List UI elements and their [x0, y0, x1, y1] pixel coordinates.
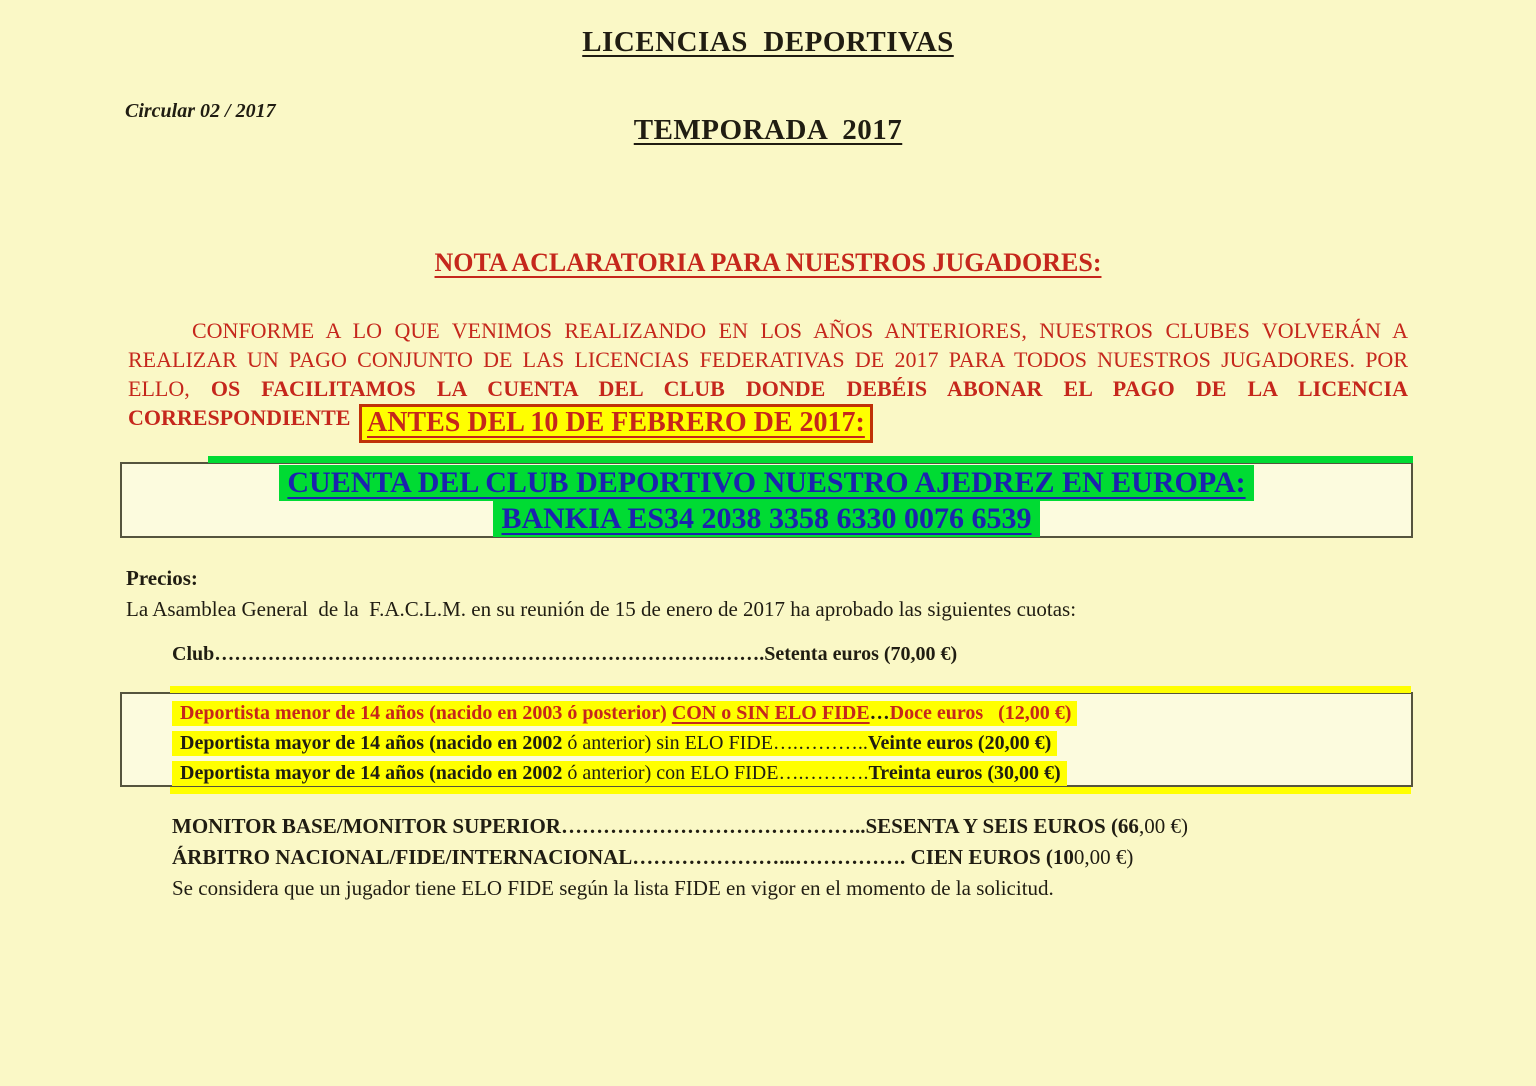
bank-account-box	[120, 462, 1413, 538]
deadline-highlight: ANTES DEL 10 DE FEBRERO DE 2017:	[359, 404, 873, 443]
intro-text-regular: CONFORME A LO QUE VENIMOS REALIZANDO EN LOS AÑOS ANTERIORES, NUESTROS CLUBES VOLVERÁN A REALIZAR UN PAGO CONJUNTO DE LAS LICENCIAS FEDERATIVAS DE 2017 PARA TODOS NUESTROS JUGADORES. POR ELLO,	[128, 318, 1408, 401]
intro-text-bold: OS FACILITAMOS LA CUENTA DEL CLUB DONDE DEBÉIS ABONAR EL PAGO DE LA LICENCIA CORRESPONDIENTE	[128, 376, 1408, 430]
fee-over14-elo-clause: ó anterior) con ELO FIDE….……….	[567, 762, 869, 784]
fee-over14-elo-price: Treinta euros (30,00 €)	[868, 762, 1061, 784]
account-title-row	[122, 465, 1411, 501]
fee-over14-elo-desc: Deportista mayor de 14 años (nacido en 2002	[180, 762, 568, 784]
fee-under14-elo-clause: CON o SIN ELO FIDE	[671, 702, 870, 724]
elo-validity-note: Se considera que un jugador tiene ELO FIDE según la lista FIDE en vigor en el momento de la solicitud.	[172, 876, 1054, 900]
yellow-highlight-strip-top	[170, 686, 1411, 693]
fee-line-over14-elo	[172, 758, 1411, 788]
yellow-highlight-strip-bottom	[170, 787, 1411, 794]
fee-under14-desc: Deportista menor de 14 años (nacido en 2003 ó posterior)	[180, 702, 672, 724]
account-title: CUENTA DEL CLUB DEPORTIVO NUESTRO AJEDREZ EN EUROPA:	[279, 465, 1253, 501]
monitor-price-regular: ,00 €)	[1138, 814, 1188, 838]
arbitro-label: ÁRBITRO NACIONAL/FIDE/INTERNACIONAL…………………...…………….	[172, 845, 911, 869]
prices-heading: Precios:	[126, 566, 198, 590]
green-highlight-strip	[208, 456, 1413, 463]
account-iban: BANKIA ES34 2038 3358 6330 0076 6539	[493, 501, 1039, 537]
fee-line-over14-noelo-highlight	[172, 731, 1057, 756]
fee-under14-price: Doce euros (12,00 €)	[889, 702, 1072, 724]
document-title: LICENCIAS DEPORTIVAS	[582, 26, 954, 58]
fee-under14-dots: …	[869, 702, 890, 724]
season-title: TEMPORADA 2017	[633, 114, 903, 146]
arbitro-price-regular: 0,00 €)	[1073, 845, 1134, 869]
circular-number: Circular 02 / 2017	[125, 100, 276, 122]
fee-line-under14-highlight	[172, 701, 1077, 726]
arbitro-price-bold: CIEN EUROS (10	[910, 845, 1074, 869]
fee-line-under14	[172, 698, 1411, 728]
fee-line-over14-noelo	[172, 728, 1411, 758]
monitor-fee-line	[172, 814, 1188, 839]
arbitro-fee-line	[172, 845, 1133, 870]
club-fee-line: Club………………………………………………………………….…….Setenta euros (70,00 €)	[172, 643, 958, 665]
fee-line-over14-elo-highlight	[172, 761, 1067, 786]
fee-over14-noelo-clause: ó anterior) sin ELO FIDE….………..	[567, 732, 868, 754]
fee-over14-noelo-desc: Deportista mayor de 14 años (nacido en 2002	[180, 732, 568, 754]
player-fees-box	[120, 692, 1413, 787]
account-iban-row	[122, 501, 1411, 537]
monitor-label: MONITOR BASE/MONITOR SUPERIOR……………………………………..	[172, 814, 866, 838]
assembly-note: La Asamblea General de la F.A.C.L.M. en su reunión de 15 de enero de 2017 ha aprobado las siguientes cuotas:	[126, 597, 1077, 621]
note-heading: NOTA ACLARATORIA PARA NUESTROS JUGADORES:	[434, 248, 1102, 277]
monitor-price-bold: SESENTA Y SEIS EUROS (66	[865, 814, 1139, 838]
fee-over14-noelo-price: Veinte euros (20,00 €)	[867, 732, 1052, 754]
intro-paragraph	[128, 316, 1408, 443]
